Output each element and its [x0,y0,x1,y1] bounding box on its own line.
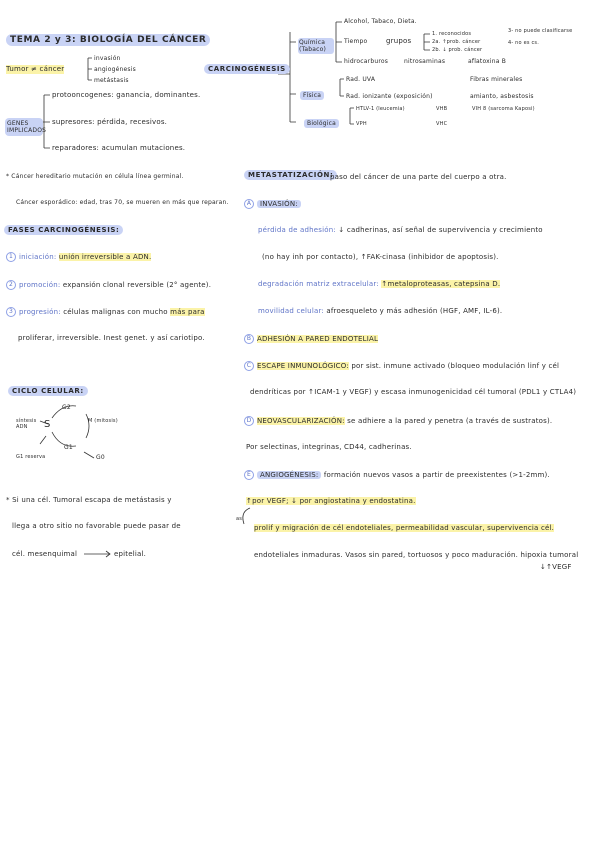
angio-line2-text: ↑por VEGF; ↓ por angiostatina y endostatina. [246,497,416,505]
tumoral-note-2: llega a otro sitio no favorable puede pasar de [12,522,181,530]
tumoral-note-1: * Si una cél. Tumoral escapa de metástasis y [6,496,172,504]
ciclo-g2: G2 [62,404,71,411]
ciclo-header: CICLO CELULAR: [8,386,88,396]
note-esporadico: Cáncer esporádico: edad, tras 70, se mueren en más que reparan. [16,199,229,206]
angio-line3 [254,524,554,533]
tumor-item: metástasis [94,77,129,84]
invasion-heading: A INVASIÓN: [244,199,301,209]
side-note: 4- no es cs. [508,40,540,46]
sub-text: afroesqueleto y más adhesión (HGF, AMF, IL-6). [326,307,503,315]
aflatoxina-label: aflatoxina B [468,58,507,65]
fisica-label: Física [300,91,324,100]
angio-label: ANGIOGÉNESIS: [257,471,321,479]
tiempo-label: Tiempo [344,38,368,45]
fase-text: células malignas con mucho [63,308,168,316]
genes-item: supresores: pérdida, recesivos. [52,118,168,126]
side-mark: así [236,516,244,522]
genes-item: protooncogenes: ganancia, dominantes. [52,91,201,99]
grupos-item: 2b. ↓ prob. cáncer [432,47,483,53]
tumoral-note-3a: cél. mesenquimal [12,550,78,558]
grupos-label: grupos [386,37,412,45]
carcinogenesis-label: CARCINOGÉNESIS [204,64,290,74]
page-title: TEMA 2 y 3: BIOLOGÍA DEL CÁNCER [6,34,210,46]
angio-line2 [246,497,416,506]
vih-label: VIH 8 (sarcoma Kaposi) [472,106,535,112]
sub-text: ↓ cadherinas, así señal de supervivencia y crecimiento [338,226,543,234]
fase-text: expansión clonal reversible (2° agente). [62,281,212,289]
neovasc-label: NEOVASCULARIZACIÓN: [257,417,345,425]
genes-label: GENES IMPLICADOS [7,120,47,134]
sub-label: pérdida de adhesión: [258,226,336,234]
htlv-label: HTLV-1 (leucemia) [356,106,405,112]
ciclo-g0: G0 [96,454,105,461]
vph-label: VPH [356,121,367,127]
sub-label: degradación matriz extracelular: [258,280,379,288]
escape-label: ESCAPE INMUNOLÓGICO: [257,362,349,370]
adhesion-label: ADHESIÓN A PARED ENDOTELIAL [257,335,379,343]
sub-text: ↑metaloproteasas, catepsina D. [381,280,501,288]
amianto-label: amianto, asbestosis [470,93,534,100]
invasion-a3 [258,307,502,316]
hidrocarburos-label: hidrocarburos [344,58,389,65]
fase-text-highlight: más para [170,308,205,316]
quimica-top: Alcohol, Tabaco, Dieta. [344,18,417,25]
fase-progresion-cont: proliferar, irreversible. Inest genet. y así cariotipo. [18,334,205,342]
adhesion-heading: B ADHESIÓN A PARED ENDOTELIAL [244,334,378,344]
escape-heading: C ESCAPE INMUNOLÓGICO: por sist. inmune activado (bloqueo modulación linf y cél [244,361,559,371]
tumoral-note-3b: epitelial. [114,550,147,558]
rad-ionizante: Rad. ionizante (exposición) [346,93,433,100]
invasion-a1 [258,226,543,235]
escape-cont: dendríticas por ↑ICAM-1 y VEGF) y escasa inmunogenicidad cél tumoral (PDL1 y CTLA4) [250,388,577,396]
fibras-label: Fibras minerales [470,76,523,83]
tumor-item: invasión [94,55,121,62]
metastasis-header: METASTATIZACIÓN: [244,170,337,180]
fase-label: promoción: [19,281,61,289]
fase-iniciacion: 1 iniciación: unión irreversible a ADN. [6,252,151,262]
ciclo-s: S [44,419,51,430]
sub-label: movilidad celular: [258,307,324,315]
fases-header: FASES CARCINOGÉNESIS: [4,225,123,235]
side-note: 3- no puede clasificarse [508,28,573,34]
nitrosaminas-label: nitrosaminas [404,58,446,65]
neovasc-text: se adhiere a la pared y penetra (a través de sustratos). [347,417,553,425]
vhb-label: VHB [436,106,448,112]
angio-heading: E ANGIOGÉNESIS: formación nuevos vasos a partir de preexistentes (>1-2mm). [244,470,550,480]
ciclo-sintesis: síntesis ADN [16,418,37,430]
fase-label: progresión: [19,308,61,316]
angio-line3-text: prolif y migración de cél endoteliales, permeabilidad vascular, supervivencia cél. [254,524,555,532]
neovasc-heading: D NEOVASCULARIZACIÓN: se adhiere a la pared y penetra (a través de sustratos). [244,416,552,426]
ciclo-g1: G1 [64,444,73,451]
invasion-a1-cont: (no hay inh por contacto), ↑FAK-cinasa (inhibidor de apoptosis). [262,253,499,261]
tumor-item: angiogénesis [94,66,136,73]
invasion-label: INVASIÓN: [257,200,301,208]
angio-line4: endoteliales inmaduras. Vasos sin pared, tortuosos y poco maduración. hipoxia tumoral [254,551,579,559]
angio-text: formación nuevos vasos a partir de preexistentes (>1-2mm). [323,471,550,479]
grupos-item: 2a. ↑prob. cáncer [432,39,481,45]
ciclo-g1-label: G1 reserva [16,454,46,460]
note-hereditario: * Cáncer hereditario mutación en célula línea germinal. [6,173,184,180]
quimica-label: Química (Tabaco) [298,38,334,54]
fase-progresion: 3 progresión: células malignas con mucho más para [6,307,205,317]
fase-label: iniciación: [19,253,57,261]
ciclo-m: M (mitosis) [88,418,118,424]
tumor-label: Tumor ≠ cáncer [6,65,65,73]
neovasc-cont: Por selectinas, integrinas, CD44, cadherinas. [246,443,412,451]
genes-item: reparadores: acumulan mutaciones. [52,144,186,152]
angio-line5: ↓↑VEGF [540,563,572,571]
biologica-label: Biológica [304,119,339,128]
escape-text: por sist. inmune activado (bloqueo modulación linf y cél [351,362,560,370]
vhc-label: VHC [436,121,448,127]
metastasis-desc: paso del cáncer de una parte del cuerpo a otra. [330,173,507,181]
grupos-item: 1. reconocidos [432,31,472,37]
fase-text: unión irreversible a ADN. [58,253,152,261]
invasion-a2 [258,280,500,289]
rad-uva: Rad. UVA [346,76,376,83]
fase-promocion: 2 promoción: expansión clonal reversible (2° agente). [6,280,211,290]
